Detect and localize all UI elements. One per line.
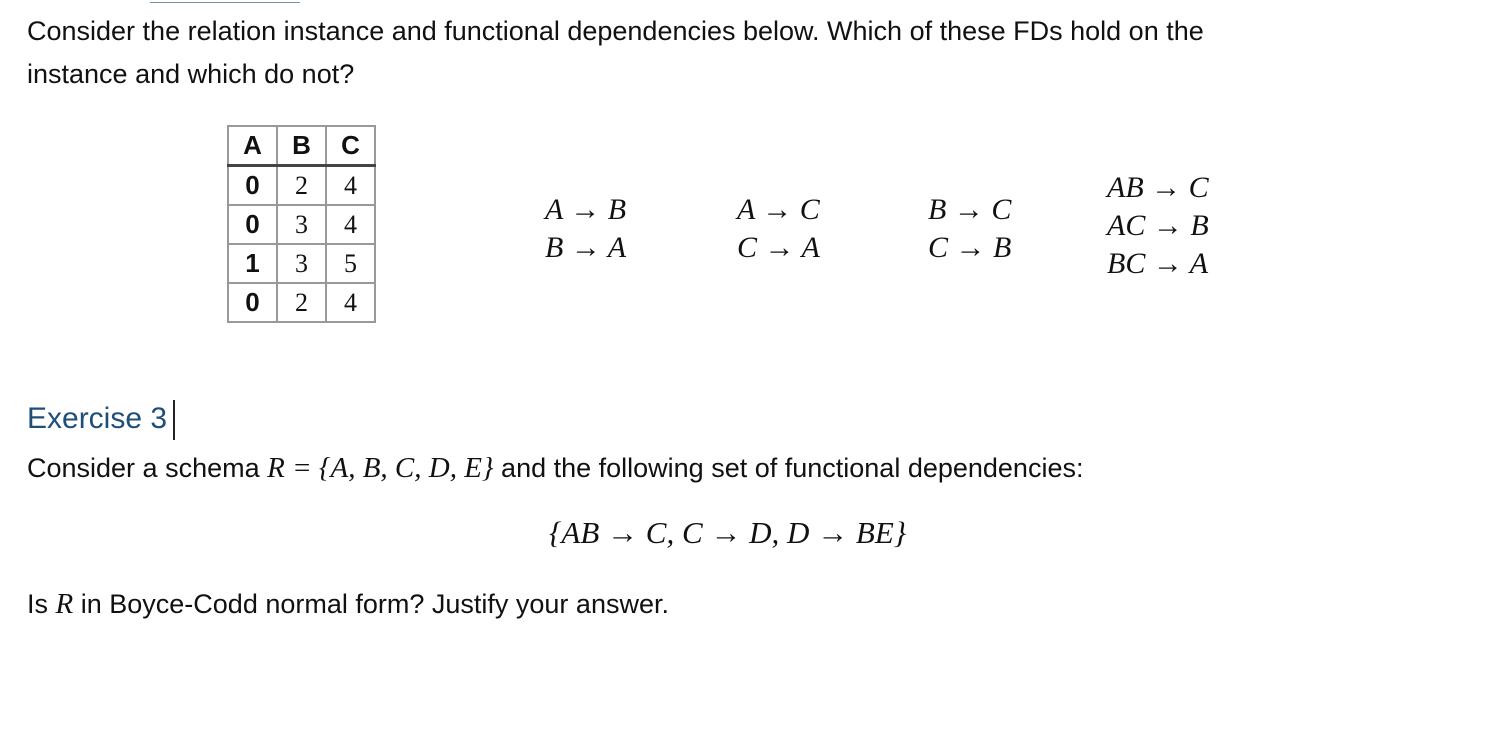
fd-b-to-c: B → C xyxy=(928,193,1012,226)
column-header-a: A xyxy=(228,126,277,166)
table-cell: 3 xyxy=(277,205,326,244)
fd-bc-to-a: BC → A xyxy=(1107,247,1209,280)
fd-a-to-b: A → B xyxy=(545,193,627,226)
table-row xyxy=(228,244,375,283)
fd-group-a-c xyxy=(737,191,820,267)
table-cell: 2 xyxy=(277,283,326,322)
column-header-c: C xyxy=(326,126,375,166)
previous-heading-fragment xyxy=(150,0,300,3)
question-1 xyxy=(27,10,1204,96)
table-header-row xyxy=(228,126,375,166)
question-pre: Is xyxy=(27,589,56,619)
fd-a-to-c: A → C xyxy=(737,193,820,226)
table-cell: 0 xyxy=(228,205,277,244)
fd-b-to-a: B → A xyxy=(545,231,627,264)
schema-definition: R = {A, B, C, D, E} xyxy=(267,452,494,484)
table-cell: 2 xyxy=(277,166,326,206)
table-row xyxy=(228,283,375,322)
table-row xyxy=(228,205,375,244)
table-cell: 5 xyxy=(326,244,375,283)
table-cell: 4 xyxy=(326,166,375,206)
fd-ac-to-b: AC → B xyxy=(1107,209,1209,242)
fd-c-to-a: C → A xyxy=(737,231,820,264)
table-row xyxy=(228,166,375,206)
fd-group-a-b xyxy=(545,191,626,267)
fd-group-pairs xyxy=(1107,169,1209,283)
exercise-3-intro-tail: and the following set of functional dependencies: xyxy=(493,453,1084,483)
table-cell: 4 xyxy=(326,283,375,322)
text-cursor xyxy=(173,400,175,440)
column-header-b: B xyxy=(277,126,326,166)
table-cell: 0 xyxy=(228,283,277,322)
question-1-line-2: instance and which do not? xyxy=(27,59,355,89)
relation-instance-table-wrap xyxy=(227,125,376,323)
question-var: R xyxy=(55,588,74,620)
fd-ab-to-c: AB → C xyxy=(1107,171,1209,204)
table-cell: 1 xyxy=(228,244,277,283)
question-1-line-1: Consider the relation instance and functional dependencies below. Which of these FDs hold on the xyxy=(27,16,1204,46)
exercise-3-question xyxy=(27,583,669,626)
table-cell: 0 xyxy=(228,166,277,206)
fd-set: {AB → C, C → D, D → BE} xyxy=(549,515,907,550)
table-cell: 4 xyxy=(326,205,375,244)
exercise-3-title: Exercise 3 xyxy=(27,402,168,435)
table-cell: 3 xyxy=(277,244,326,283)
question-post: in Boyce-Codd normal form? Justify your answer. xyxy=(73,589,669,619)
exercise-3-intro-text: Consider a schema xyxy=(27,453,268,483)
exercise-3-intro xyxy=(27,447,1083,490)
fd-group-b-c xyxy=(928,191,1011,267)
fd-c-to-b: C → B xyxy=(928,231,1012,264)
exercise-3-heading xyxy=(27,399,175,440)
relation-instance-table xyxy=(227,125,376,323)
